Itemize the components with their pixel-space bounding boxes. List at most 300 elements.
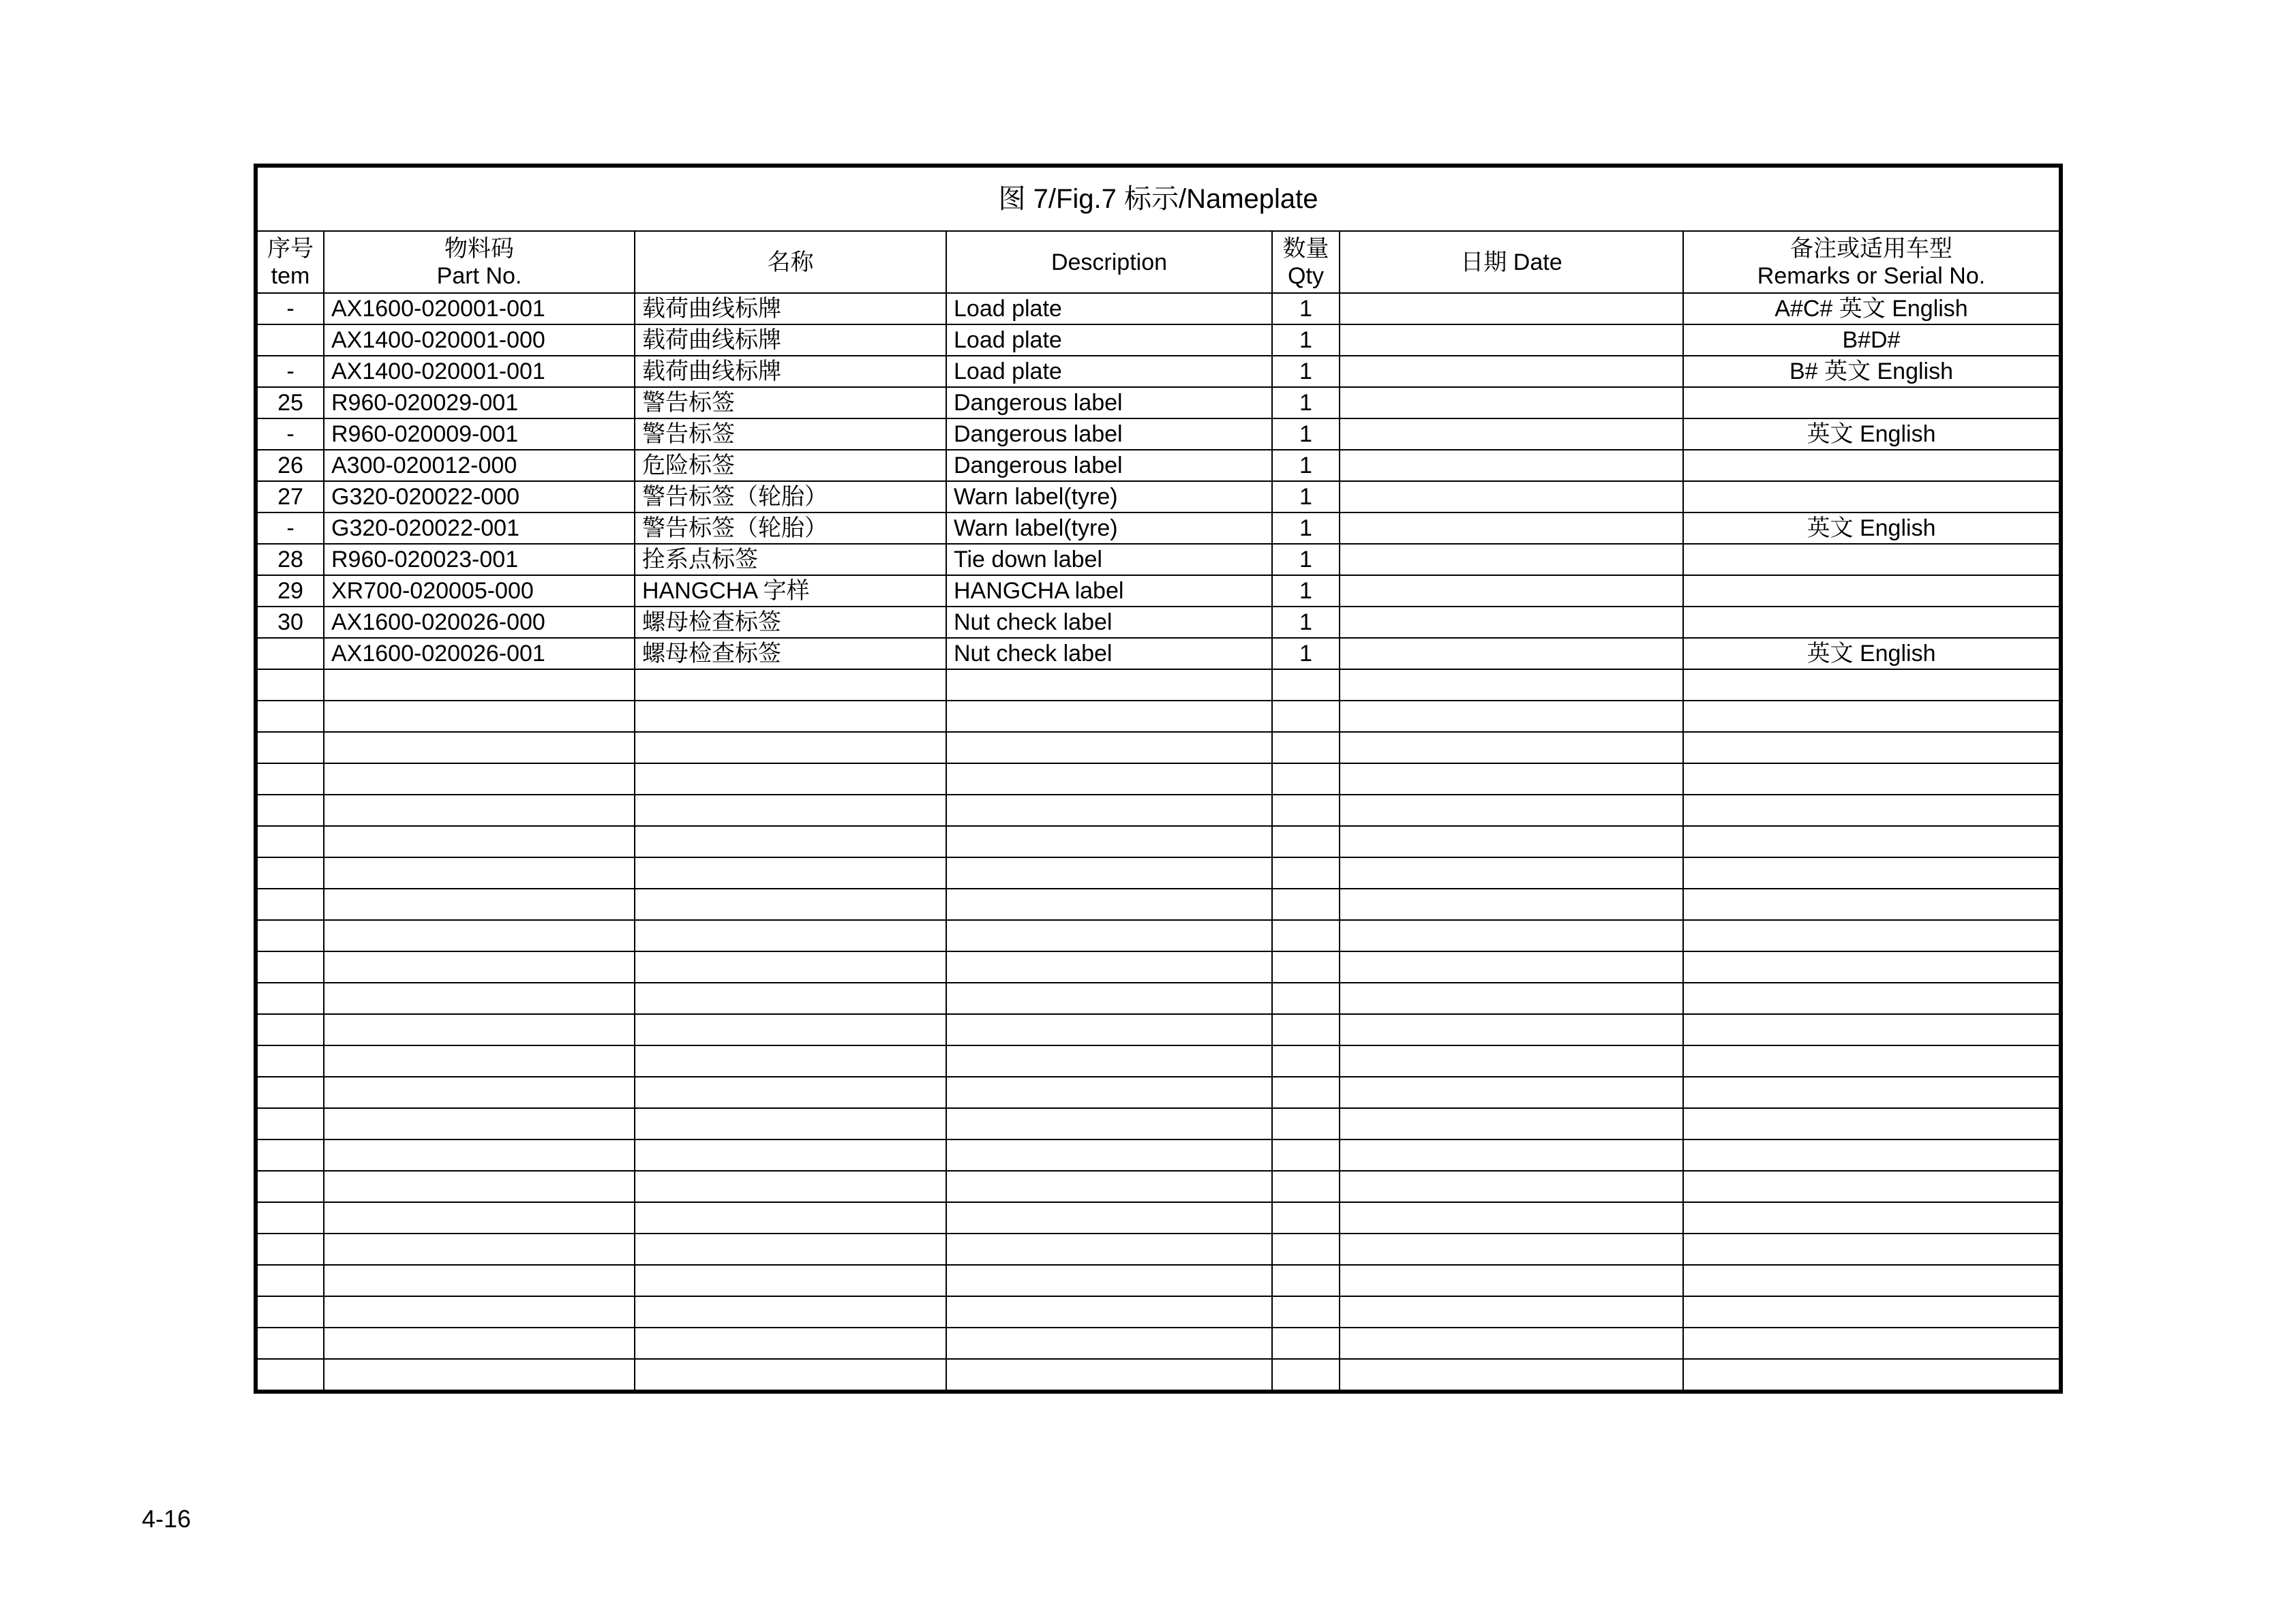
- qty-cell: [1272, 920, 1340, 951]
- header-qty-en: Qty: [1288, 262, 1324, 289]
- qty-cell: [1272, 983, 1340, 1014]
- remarks-cell: [1683, 857, 2059, 889]
- item-cell: [258, 638, 324, 669]
- table-row: [258, 450, 2059, 481]
- name-cell: [635, 920, 946, 951]
- remarks-cell: [1683, 920, 2059, 951]
- remarks-cell: [1683, 481, 2059, 512]
- description-cell: Tie down label: [946, 544, 1272, 575]
- item-cell: 29: [258, 575, 324, 607]
- part-no-cell: XR700-020005-000: [324, 575, 635, 607]
- remarks-cell: [1683, 1202, 2059, 1234]
- name-cell: [635, 732, 946, 763]
- table-row: [258, 418, 2059, 450]
- item-cell: -: [258, 418, 324, 450]
- name-cell: 螺母检查标签: [635, 607, 946, 638]
- description-cell: Load plate: [946, 356, 1272, 387]
- description-cell: [946, 983, 1272, 1014]
- remarks-cell: [1683, 795, 2059, 826]
- remarks-cell: 英文 English: [1683, 638, 2059, 669]
- name-cell: [635, 1139, 946, 1171]
- table-row: [258, 512, 2059, 544]
- qty-cell: [1272, 669, 1340, 701]
- description-cell: [946, 1234, 1272, 1265]
- remarks-cell: [1683, 983, 2059, 1014]
- date-cell: [1340, 1045, 1683, 1077]
- name-cell: [635, 951, 946, 983]
- item-cell: [258, 1296, 324, 1328]
- remarks-cell: [1683, 669, 2059, 701]
- remarks-cell: [1683, 1139, 2059, 1171]
- qty-cell: [1272, 889, 1340, 920]
- qty-cell: [1272, 857, 1340, 889]
- qty-cell: 1: [1272, 607, 1340, 638]
- description-cell: Dangerous label: [946, 450, 1272, 481]
- blank-row: [258, 1265, 2059, 1296]
- date-cell: [1340, 889, 1683, 920]
- remarks-cell: [1683, 607, 2059, 638]
- name-cell: 载荷曲线标牌: [635, 324, 946, 356]
- name-cell: [635, 1234, 946, 1265]
- part-no-cell: [324, 1234, 635, 1265]
- item-cell: 30: [258, 607, 324, 638]
- header-date: [1340, 232, 1683, 293]
- item-cell: 27: [258, 481, 324, 512]
- description-cell: [946, 1171, 1272, 1202]
- name-cell: 警告标签（轮胎）: [635, 481, 946, 512]
- date-cell: [1340, 481, 1683, 512]
- item-cell: [258, 701, 324, 732]
- description-cell: HANGCHA label: [946, 575, 1272, 607]
- item-cell: [258, 1045, 324, 1077]
- item-cell: [258, 732, 324, 763]
- description-cell: Nut check label: [946, 638, 1272, 669]
- part-no-cell: [324, 951, 635, 983]
- description-cell: [946, 669, 1272, 701]
- part-no-cell: [324, 826, 635, 857]
- item-cell: [258, 1014, 324, 1045]
- blank-row: [258, 701, 2059, 732]
- qty-cell: [1272, 1139, 1340, 1171]
- item-cell: [258, 951, 324, 983]
- date-cell: [1340, 1077, 1683, 1108]
- description-cell: Nut check label: [946, 607, 1272, 638]
- part-no-cell: [324, 1296, 635, 1328]
- description-cell: [946, 1359, 1272, 1390]
- remarks-cell: [1683, 1045, 2059, 1077]
- header-date-label: 日期 Date: [1460, 249, 1562, 275]
- part-no-cell: [324, 920, 635, 951]
- date-cell: [1340, 450, 1683, 481]
- qty-cell: 1: [1272, 512, 1340, 544]
- item-cell: [258, 1139, 324, 1171]
- description-cell: [946, 763, 1272, 795]
- part-no-cell: R960-020029-001: [324, 387, 635, 418]
- qty-cell: [1272, 1265, 1340, 1296]
- part-no-cell: [324, 1014, 635, 1045]
- qty-cell: 1: [1272, 293, 1340, 324]
- figure-title: 图 7/Fig.7 标示/Nameplate: [258, 168, 2059, 232]
- name-cell: [635, 1108, 946, 1139]
- parts-table: [258, 232, 2059, 1390]
- qty-cell: [1272, 1328, 1340, 1359]
- remarks-cell: [1683, 1234, 2059, 1265]
- header-item: [258, 232, 324, 293]
- remarks-cell: B# 英文 English: [1683, 356, 2059, 387]
- name-cell: [635, 1296, 946, 1328]
- part-no-cell: AX1600-020026-001: [324, 638, 635, 669]
- item-cell: [258, 1265, 324, 1296]
- part-no-cell: [324, 1265, 635, 1296]
- blank-row: [258, 983, 2059, 1014]
- table-row: [258, 575, 2059, 607]
- part-no-cell: [324, 732, 635, 763]
- part-no-cell: AX1600-020026-000: [324, 607, 635, 638]
- qty-cell: [1272, 1234, 1340, 1265]
- description-cell: [946, 1139, 1272, 1171]
- blank-row: [258, 1139, 2059, 1171]
- blank-row: [258, 1171, 2059, 1202]
- item-cell: [258, 826, 324, 857]
- qty-cell: [1272, 1171, 1340, 1202]
- blank-row: [258, 1014, 2059, 1045]
- blank-row: [258, 1359, 2059, 1390]
- date-cell: [1340, 1139, 1683, 1171]
- name-cell: [635, 795, 946, 826]
- name-cell: [635, 1359, 946, 1390]
- blank-row: [258, 1202, 2059, 1234]
- blank-row: [258, 1234, 2059, 1265]
- name-cell: [635, 1014, 946, 1045]
- part-no-cell: [324, 1171, 635, 1202]
- page-number: 4-16: [142, 1505, 192, 1533]
- date-cell: [1340, 951, 1683, 983]
- table-row: [258, 356, 2059, 387]
- part-no-cell: [324, 701, 635, 732]
- description-cell: [946, 1202, 1272, 1234]
- qty-cell: 1: [1272, 638, 1340, 669]
- date-cell: [1340, 826, 1683, 857]
- part-no-cell: R960-020023-001: [324, 544, 635, 575]
- table-row: [258, 387, 2059, 418]
- header-part-no-cn: 物料码: [444, 235, 514, 262]
- blank-row: [258, 1108, 2059, 1139]
- name-cell: [635, 983, 946, 1014]
- remarks-cell: [1683, 450, 2059, 481]
- blank-row: [258, 1045, 2059, 1077]
- table-row: [258, 638, 2059, 669]
- item-cell: [258, 983, 324, 1014]
- remarks-cell: [1683, 701, 2059, 732]
- item-cell: -: [258, 512, 324, 544]
- part-no-cell: A300-020012-000: [324, 450, 635, 481]
- description-cell: [946, 1014, 1272, 1045]
- qty-cell: [1272, 795, 1340, 826]
- part-no-cell: AX1400-020001-001: [324, 356, 635, 387]
- remarks-cell: [1683, 1014, 2059, 1045]
- description-cell: Dangerous label: [946, 387, 1272, 418]
- date-cell: [1340, 983, 1683, 1014]
- part-no-cell: [324, 1139, 635, 1171]
- header-item-cn: 序号: [267, 235, 314, 262]
- part-no-cell: [324, 669, 635, 701]
- description-cell: [946, 920, 1272, 951]
- qty-cell: 1: [1272, 575, 1340, 607]
- header-remarks-en: Remarks or Serial No.: [1757, 262, 1986, 289]
- remarks-cell: [1683, 1265, 2059, 1296]
- date-cell: [1340, 607, 1683, 638]
- remarks-cell: [1683, 1171, 2059, 1202]
- blank-row: [258, 795, 2059, 826]
- remarks-cell: 英文 English: [1683, 512, 2059, 544]
- date-cell: [1340, 1014, 1683, 1045]
- remarks-cell: [1683, 387, 2059, 418]
- qty-cell: [1272, 1296, 1340, 1328]
- blank-row: [258, 1296, 2059, 1328]
- date-cell: [1340, 763, 1683, 795]
- description-cell: [946, 1077, 1272, 1108]
- qty-cell: 1: [1272, 481, 1340, 512]
- qty-cell: [1272, 951, 1340, 983]
- description-cell: [946, 889, 1272, 920]
- blank-row: [258, 857, 2059, 889]
- part-no-cell: G320-020022-001: [324, 512, 635, 544]
- remarks-cell: [1683, 732, 2059, 763]
- remarks-cell: [1683, 826, 2059, 857]
- description-cell: Load plate: [946, 324, 1272, 356]
- name-cell: [635, 1045, 946, 1077]
- date-cell: [1340, 293, 1683, 324]
- description-cell: [946, 795, 1272, 826]
- blank-row: [258, 763, 2059, 795]
- part-no-cell: [324, 1108, 635, 1139]
- blank-row: [258, 826, 2059, 857]
- name-cell: [635, 701, 946, 732]
- name-cell: 警告标签: [635, 387, 946, 418]
- header-item-en: tem: [271, 262, 310, 289]
- header-description-en: Description: [1051, 249, 1168, 275]
- qty-cell: [1272, 701, 1340, 732]
- date-cell: [1340, 920, 1683, 951]
- date-cell: [1340, 1328, 1683, 1359]
- name-cell: 警告标签: [635, 418, 946, 450]
- qty-cell: [1272, 1014, 1340, 1045]
- name-cell: [635, 826, 946, 857]
- date-cell: [1340, 732, 1683, 763]
- description-cell: [946, 732, 1272, 763]
- part-no-cell: [324, 1202, 635, 1234]
- header-name: [635, 232, 946, 293]
- name-cell: [635, 1171, 946, 1202]
- remarks-cell: [1683, 1296, 2059, 1328]
- remarks-cell: [1683, 951, 2059, 983]
- blank-row: [258, 669, 2059, 701]
- date-cell: [1340, 857, 1683, 889]
- name-cell: 拴系点标签: [635, 544, 946, 575]
- qty-cell: [1272, 1077, 1340, 1108]
- description-cell: [946, 701, 1272, 732]
- item-cell: -: [258, 356, 324, 387]
- remarks-cell: B#D#: [1683, 324, 2059, 356]
- date-cell: [1340, 324, 1683, 356]
- remarks-cell: [1683, 763, 2059, 795]
- qty-cell: [1272, 732, 1340, 763]
- header-name-cn: 名称: [767, 249, 814, 275]
- name-cell: [635, 889, 946, 920]
- date-cell: [1340, 1171, 1683, 1202]
- part-no-cell: [324, 889, 635, 920]
- item-cell: -: [258, 293, 324, 324]
- name-cell: [635, 857, 946, 889]
- item-cell: [258, 1077, 324, 1108]
- blank-row: [258, 1077, 2059, 1108]
- remarks-cell: [1683, 1359, 2059, 1390]
- part-no-cell: R960-020009-001: [324, 418, 635, 450]
- item-cell: [258, 1234, 324, 1265]
- part-no-cell: [324, 1328, 635, 1359]
- description-cell: [946, 826, 1272, 857]
- date-cell: [1340, 418, 1683, 450]
- qty-cell: [1272, 763, 1340, 795]
- date-cell: [1340, 544, 1683, 575]
- description-cell: Warn label(tyre): [946, 481, 1272, 512]
- header-qty: [1272, 232, 1340, 293]
- qty-cell: 1: [1272, 387, 1340, 418]
- date-cell: [1340, 701, 1683, 732]
- qty-cell: 1: [1272, 418, 1340, 450]
- item-cell: [258, 920, 324, 951]
- item-cell: [258, 1171, 324, 1202]
- part-no-cell: [324, 857, 635, 889]
- blank-row: [258, 1328, 2059, 1359]
- date-cell: [1340, 669, 1683, 701]
- name-cell: [635, 1202, 946, 1234]
- item-cell: [258, 669, 324, 701]
- qty-cell: 1: [1272, 324, 1340, 356]
- description-cell: Load plate: [946, 293, 1272, 324]
- name-cell: 载荷曲线标牌: [635, 356, 946, 387]
- date-cell: [1340, 1265, 1683, 1296]
- part-no-cell: [324, 983, 635, 1014]
- item-cell: [258, 1328, 324, 1359]
- part-no-cell: [324, 1359, 635, 1390]
- qty-cell: [1272, 826, 1340, 857]
- table-row: [258, 324, 2059, 356]
- date-cell: [1340, 638, 1683, 669]
- blank-row: [258, 889, 2059, 920]
- date-cell: [1340, 1108, 1683, 1139]
- description-cell: [946, 1328, 1272, 1359]
- description-cell: [946, 951, 1272, 983]
- table-row: [258, 607, 2059, 638]
- blank-row: [258, 920, 2059, 951]
- qty-cell: [1272, 1045, 1340, 1077]
- qty-cell: 1: [1272, 450, 1340, 481]
- remarks-cell: [1683, 1328, 2059, 1359]
- description-cell: [946, 1108, 1272, 1139]
- remarks-cell: [1683, 1077, 2059, 1108]
- description-cell: Warn label(tyre): [946, 512, 1272, 544]
- description-cell: [946, 857, 1272, 889]
- date-cell: [1340, 512, 1683, 544]
- part-no-cell: AX1600-020001-001: [324, 293, 635, 324]
- item-cell: 25: [258, 387, 324, 418]
- item-cell: [258, 763, 324, 795]
- remarks-cell: A#C# 英文 English: [1683, 293, 2059, 324]
- header-part-no-en: Part No.: [436, 262, 522, 289]
- description-cell: [946, 1296, 1272, 1328]
- part-no-cell: [324, 763, 635, 795]
- date-cell: [1340, 387, 1683, 418]
- date-cell: [1340, 1202, 1683, 1234]
- date-cell: [1340, 575, 1683, 607]
- name-cell: [635, 1265, 946, 1296]
- table-row: [258, 293, 2059, 324]
- parts-list-sheet: [254, 164, 2063, 1394]
- qty-cell: [1272, 1359, 1340, 1390]
- header-description: [946, 232, 1272, 293]
- description-cell: [946, 1265, 1272, 1296]
- qty-cell: [1272, 1202, 1340, 1234]
- date-cell: [1340, 1359, 1683, 1390]
- description-cell: Dangerous label: [946, 418, 1272, 450]
- date-cell: [1340, 1296, 1683, 1328]
- name-cell: [635, 763, 946, 795]
- item-cell: [258, 1359, 324, 1390]
- name-cell: [635, 669, 946, 701]
- item-cell: [258, 857, 324, 889]
- item-cell: [258, 889, 324, 920]
- item-cell: [258, 1202, 324, 1234]
- blank-row: [258, 732, 2059, 763]
- remarks-cell: [1683, 575, 2059, 607]
- remarks-cell: 英文 English: [1683, 418, 2059, 450]
- date-cell: [1340, 795, 1683, 826]
- item-cell: 26: [258, 450, 324, 481]
- part-no-cell: [324, 795, 635, 826]
- name-cell: [635, 1328, 946, 1359]
- part-no-cell: G320-020022-000: [324, 481, 635, 512]
- qty-cell: 1: [1272, 356, 1340, 387]
- part-no-cell: [324, 1077, 635, 1108]
- item-cell: [258, 795, 324, 826]
- name-cell: [635, 1077, 946, 1108]
- blank-row: [258, 951, 2059, 983]
- remarks-cell: [1683, 889, 2059, 920]
- qty-cell: 1: [1272, 544, 1340, 575]
- description-cell: [946, 1045, 1272, 1077]
- name-cell: HANGCHA 字样: [635, 575, 946, 607]
- name-cell: 危险标签: [635, 450, 946, 481]
- header-remarks-cn: 备注或适用车型: [1790, 235, 1952, 262]
- name-cell: 载荷曲线标牌: [635, 293, 946, 324]
- header-qty-cn: 数量: [1282, 235, 1329, 262]
- table-row: [258, 481, 2059, 512]
- part-no-cell: [324, 1045, 635, 1077]
- name-cell: 螺母检查标签: [635, 638, 946, 669]
- item-cell: 28: [258, 544, 324, 575]
- item-cell: [258, 324, 324, 356]
- header-remarks: [1683, 232, 2059, 293]
- item-cell: [258, 1108, 324, 1139]
- header-part-no: [324, 232, 635, 293]
- table-header-row: [258, 232, 2059, 293]
- parts-table-body: [258, 293, 2059, 1390]
- date-cell: [1340, 1234, 1683, 1265]
- qty-cell: [1272, 1108, 1340, 1139]
- name-cell: 警告标签（轮胎）: [635, 512, 946, 544]
- part-no-cell: AX1400-020001-000: [324, 324, 635, 356]
